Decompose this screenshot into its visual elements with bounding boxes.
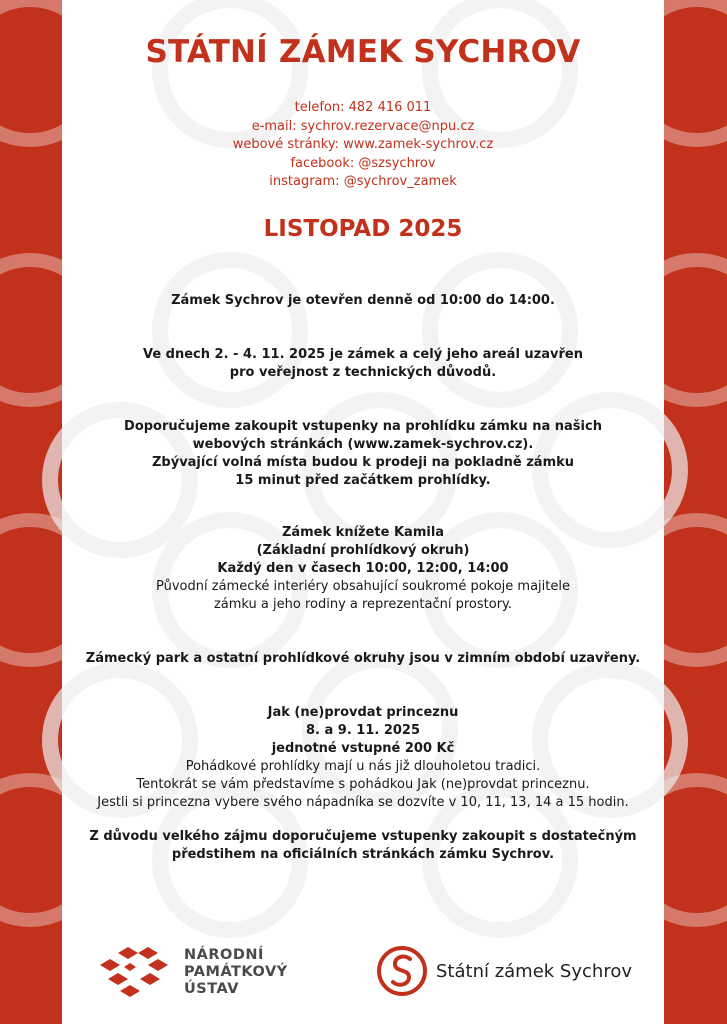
tickets-notice: Doporučujeme zakoupit vstupenky na prohlídku zámku na našich webových stránkách (www.zamek-sychrov.cz). Zbývající volná místa budou k prodeji na pokladně zámku 15 minut před začátkem prohlídky. [124,419,602,488]
month-heading: LISTOPAD 2025 [263,216,463,242]
contact-facebook: facebook: @szsychrov [290,155,436,171]
event-description-line: Tentokrát se vám představíme s pohádkou Jak (ne)provdat princeznu. [136,777,590,792]
event-dates: 8. a 9. 11. 2025 [305,723,421,738]
npu-logo-icon [94,945,174,1001]
castle-emblem-icon [376,945,428,997]
right-red-border [664,0,727,1024]
park-notice: Zámecký park a ostatní prohlídkové okruhy jsou v zimním období uzavřeny. [85,651,641,666]
event-description-line: Pohádkové prohlídky mají u nás již dlouholetou tradici. [185,759,541,774]
event-name: Jak (ne)provdat princeznu [267,705,459,720]
event-price: jednotné vstupné 200 Kč [271,741,455,756]
tour-times: Každý den v časech 10:00, 12:00, 14:00 [217,561,509,576]
npu-logo [94,945,314,1001]
contact-info [62,99,664,192]
closure-notice: Ve dnech 2. - 4. 11. 2025 je zámek a celý jeho areál uzavřen pro veřejnost z technických důvodů. [142,347,583,380]
npu-logo-text: NÁRODNÍ PAMÁTKOVÝ ÚSTAV [184,947,288,997]
poster-content [62,0,664,1024]
tour-description-line: zámku a jeho rodiny a reprezentační prostory. [213,597,513,612]
left-red-border [0,0,62,1024]
tour-type: (Základní prohlídkový okruh) [256,543,470,558]
recommendation-notice: Z důvodu velkého zájmu doporučujeme vstupenky zakoupit s dostatečným předstihem na oficiálních stránkách zámku Sychrov. [89,829,637,862]
castle-logo-text: Státní zámek Sychrov [436,961,632,982]
tour-name: Zámek knížete Kamila [281,525,445,540]
page-title: STÁTNÍ ZÁMEK SYCHROV [145,34,581,70]
opening-hours-notice: Zámek Sychrov je otevřen denně od 10:00 do 14:00. [171,293,555,308]
contact-phone: telefon: 482 416 011 [294,100,432,115]
contact-website: webové stránky: www.zamek-sychrov.cz [232,137,494,152]
tour-section [62,524,664,614]
contact-email: e-mail: sychrov.rezervace@npu.cz [251,118,475,134]
tour-description-line: Původní zámecké interiéry obsahující soukromé pokoje majitele [156,579,570,594]
castle-logo [376,945,646,1001]
event-section [62,704,664,812]
contact-instagram: instagram: @sychrov_zamek [269,174,457,189]
event-description-line: Jestli si princezna vybere svého nápadníka se dozvíte v 10, 11, 13, 14 a 15 hodin. [97,795,629,810]
